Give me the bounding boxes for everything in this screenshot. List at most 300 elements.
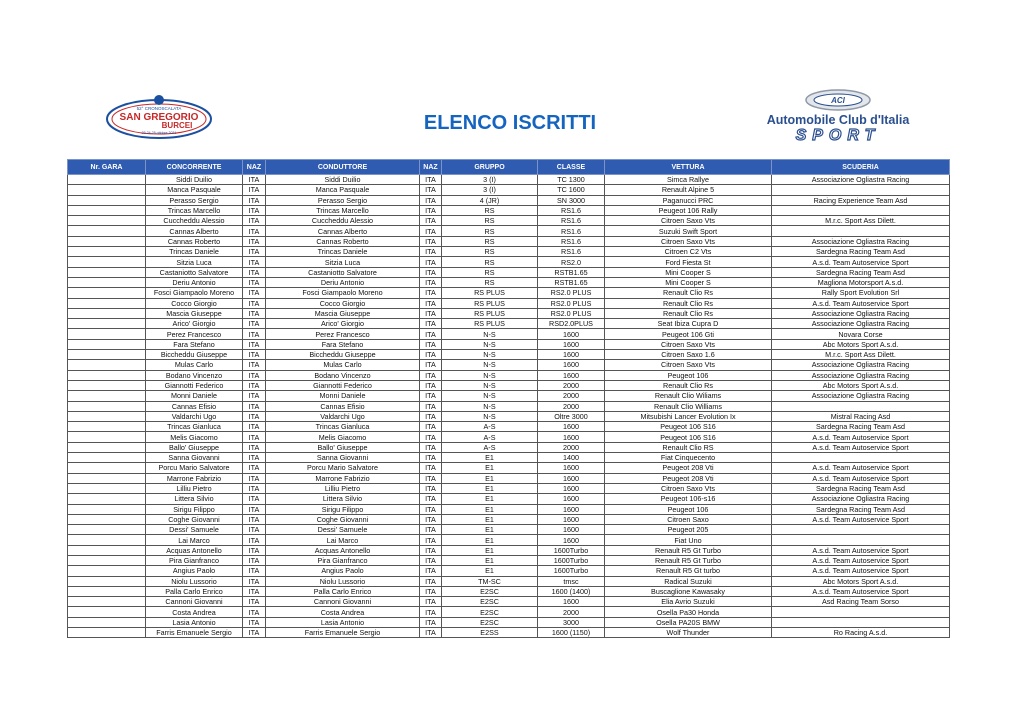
cell-naz-driver: ITA	[420, 422, 442, 432]
cell-naz-driver: ITA	[420, 401, 442, 411]
cell-classe: RS2.0 PLUS	[538, 308, 605, 318]
cell-naz-driver: ITA	[420, 607, 442, 617]
cell-naz: ITA	[243, 360, 266, 370]
cell-scuderia	[772, 617, 950, 627]
cell-conduttore: Cannas Roberto	[266, 236, 420, 246]
cell-naz: ITA	[243, 607, 266, 617]
cell-concorrente: Cannas Efisio	[146, 401, 243, 411]
cell-naz: ITA	[243, 504, 266, 514]
cell-naz: ITA	[243, 205, 266, 215]
cell-classe: RS1.6	[538, 247, 605, 257]
cell-naz-driver: ITA	[420, 175, 442, 185]
cell-concorrente: Manca Pasquale	[146, 185, 243, 195]
cell-gruppo: RS	[442, 236, 538, 246]
cell-vettura: Ford Fiesta St	[605, 257, 772, 267]
cell-nr-gara	[68, 422, 146, 432]
cell-nr-gara	[68, 555, 146, 565]
cell-vettura: Osella PA20S BMW	[605, 617, 772, 627]
table-row	[68, 453, 950, 463]
cell-conduttore: Palla Carlo Enrico	[266, 586, 420, 596]
cell-concorrente: Coghe Giovanni	[146, 514, 243, 524]
cell-naz: ITA	[243, 432, 266, 442]
cell-naz: ITA	[243, 226, 266, 236]
cell-scuderia: Associazione Ogliastra Racing	[772, 308, 950, 318]
cell-vettura: Citroen Saxo	[605, 514, 772, 524]
cell-vettura: Renault R5 Gt Turbo	[605, 545, 772, 555]
cell-scuderia: Associazione Ogliastra Racing	[772, 391, 950, 401]
col-header-conduttore: CONDUTTORE	[266, 160, 420, 175]
cell-conduttore: Melis Giacomo	[266, 432, 420, 442]
cell-naz: ITA	[243, 483, 266, 493]
cell-conduttore: Dessi' Samuele	[266, 525, 420, 535]
cell-scuderia	[772, 401, 950, 411]
cell-nr-gara	[68, 576, 146, 586]
cell-vettura: Renault Clio Rs	[605, 288, 772, 298]
cell-gruppo: RS	[442, 267, 538, 277]
table-row	[68, 617, 950, 627]
cell-naz: ITA	[243, 401, 266, 411]
cell-naz-driver: ITA	[420, 257, 442, 267]
cell-gruppo: E1	[442, 473, 538, 483]
cell-scuderia: Abc Motors Sport A.s.d.	[772, 380, 950, 390]
cell-naz-driver: ITA	[420, 329, 442, 339]
cell-gruppo: E1	[442, 514, 538, 524]
cell-naz-driver: ITA	[420, 576, 442, 586]
cell-naz: ITA	[243, 308, 266, 318]
cell-vettura: Mitsubishi Lancer Evolution Ix	[605, 411, 772, 421]
table-row	[68, 360, 950, 370]
cell-nr-gara	[68, 247, 146, 257]
cell-naz: ITA	[243, 586, 266, 596]
cell-nr-gara	[68, 453, 146, 463]
cell-scuderia	[772, 185, 950, 195]
cell-classe: 1600	[538, 535, 605, 545]
table-row	[68, 195, 950, 205]
cell-nr-gara	[68, 545, 146, 555]
cell-concorrente: Porcu Mario Salvatore	[146, 463, 243, 473]
cell-gruppo: E1	[442, 504, 538, 514]
cell-gruppo: E2SC	[442, 607, 538, 617]
cell-concorrente: Bodano Vincenzo	[146, 370, 243, 380]
cell-conduttore: Costa Andrea	[266, 607, 420, 617]
cell-classe: 1600 (1150)	[538, 628, 605, 638]
cell-naz-driver: ITA	[420, 236, 442, 246]
cell-classe: 2000	[538, 607, 605, 617]
cell-naz-driver: ITA	[420, 391, 442, 401]
cell-vettura: Renault Clio Williams	[605, 401, 772, 411]
table-row	[68, 267, 950, 277]
cell-naz-driver: ITA	[420, 247, 442, 257]
cell-naz-driver: ITA	[420, 514, 442, 524]
cell-scuderia: Sardegna Racing Team Asd	[772, 483, 950, 493]
aci-logo-line2: SPORT	[795, 127, 881, 142]
cell-scuderia	[772, 607, 950, 617]
cell-conduttore: Fosci Giampaolo Moreno	[266, 288, 420, 298]
cell-naz-driver: ITA	[420, 545, 442, 555]
cell-vettura: Peugeot 208 Vti	[605, 473, 772, 483]
cell-gruppo: RS	[442, 226, 538, 236]
cell-nr-gara	[68, 195, 146, 205]
cell-classe: 2000	[538, 391, 605, 401]
cell-naz-driver: ITA	[420, 277, 442, 287]
cell-vettura: Peugeot 106	[605, 504, 772, 514]
aci-badge-text: ACI	[831, 96, 845, 105]
table-row	[68, 329, 950, 339]
cell-gruppo: 3 (I)	[442, 185, 538, 195]
cell-nr-gara	[68, 391, 146, 401]
table-row	[68, 277, 950, 287]
cell-naz: ITA	[243, 319, 266, 329]
col-header-naz: NAZ	[243, 160, 266, 175]
cell-classe: 1600	[538, 350, 605, 360]
cell-classe: RSTB1.65	[538, 277, 605, 287]
cell-nr-gara	[68, 494, 146, 504]
aci-logo-line1: Automobile Club d'Italia	[766, 113, 910, 127]
cell-gruppo: 4 (JR)	[442, 195, 538, 205]
cell-nr-gara	[68, 525, 146, 535]
cell-gruppo: RS PLUS	[442, 298, 538, 308]
cell-vettura: Peugeot 106	[605, 370, 772, 380]
cell-naz: ITA	[243, 494, 266, 504]
cell-nr-gara	[68, 607, 146, 617]
cell-naz: ITA	[243, 453, 266, 463]
cell-nr-gara	[68, 442, 146, 452]
cell-gruppo: E1	[442, 483, 538, 493]
cell-scuderia: A.s.d. Team Autoservice Sport	[772, 257, 950, 267]
cell-naz: ITA	[243, 555, 266, 565]
cell-conduttore: Manca Pasquale	[266, 185, 420, 195]
cell-nr-gara	[68, 267, 146, 277]
cell-conduttore: Cannas Efisio	[266, 401, 420, 411]
cell-concorrente: Fosci Giampaolo Moreno	[146, 288, 243, 298]
cell-conduttore: Biccheddu Giuseppe	[266, 350, 420, 360]
cell-concorrente: Valdarchi Ugo	[146, 411, 243, 421]
cell-concorrente: Trincas Daniele	[146, 247, 243, 257]
cell-scuderia: Associazione Ogliastra Racing	[772, 360, 950, 370]
cell-classe: 1600	[538, 514, 605, 524]
table-row	[68, 525, 950, 535]
cell-concorrente: Mulas Carlo	[146, 360, 243, 370]
cell-classe: 1400	[538, 453, 605, 463]
cell-gruppo: RS	[442, 277, 538, 287]
table-row	[68, 442, 950, 452]
cell-classe: SN 3000	[538, 195, 605, 205]
cell-naz: ITA	[243, 216, 266, 226]
cell-classe: RS2.0 PLUS	[538, 288, 605, 298]
table-row	[68, 236, 950, 246]
cell-conduttore: Lasia Antonio	[266, 617, 420, 627]
cell-naz: ITA	[243, 257, 266, 267]
event-logo-line4: 23-24-25 ottobre 2021	[141, 131, 177, 135]
cell-naz: ITA	[243, 195, 266, 205]
cell-nr-gara	[68, 514, 146, 524]
cell-scuderia	[772, 535, 950, 545]
cell-naz: ITA	[243, 370, 266, 380]
cell-concorrente: Siddi Duilio	[146, 175, 243, 185]
table-row	[68, 628, 950, 638]
cell-naz-driver: ITA	[420, 226, 442, 236]
cell-concorrente: Arico' Giorgio	[146, 319, 243, 329]
cell-scuderia: A.s.d. Team Autoservice Sport	[772, 432, 950, 442]
cell-conduttore: Trincas Marcello	[266, 205, 420, 215]
table-row	[68, 370, 950, 380]
cell-nr-gara	[68, 463, 146, 473]
col-header-nr-gara: Nr. GARA	[68, 160, 146, 175]
cell-scuderia: Asd Racing Team Sorso	[772, 597, 950, 607]
cell-nr-gara	[68, 185, 146, 195]
table-row	[68, 226, 950, 236]
cell-nr-gara	[68, 597, 146, 607]
cell-gruppo: RS	[442, 257, 538, 267]
cell-scuderia: M.r.c. Sport Ass Dilett.	[772, 350, 950, 360]
cell-gruppo: E1	[442, 566, 538, 576]
cell-gruppo: N-S	[442, 329, 538, 339]
cell-gruppo: N-S	[442, 411, 538, 421]
cell-classe: RS1.6	[538, 205, 605, 215]
cell-concorrente: Cannas Alberto	[146, 226, 243, 236]
cell-naz-driver: ITA	[420, 205, 442, 215]
cell-gruppo: N-S	[442, 360, 538, 370]
cell-gruppo: E1	[442, 555, 538, 565]
cell-nr-gara	[68, 226, 146, 236]
cell-naz-driver: ITA	[420, 319, 442, 329]
cell-vettura: Renault R5 Gt Turbo	[605, 555, 772, 565]
cell-conduttore: Deriu Antonio	[266, 277, 420, 287]
cell-vettura: Radical Suzuki	[605, 576, 772, 586]
cell-gruppo: E2SC	[442, 597, 538, 607]
cell-conduttore: Fara Stefano	[266, 339, 420, 349]
cell-gruppo: RS	[442, 205, 538, 215]
cell-concorrente: Lilliu Pietro	[146, 483, 243, 493]
table-row	[68, 391, 950, 401]
cell-classe: 1600	[538, 360, 605, 370]
cell-naz-driver: ITA	[420, 288, 442, 298]
cell-vettura: Renault Clio Rs	[605, 380, 772, 390]
cell-naz-driver: ITA	[420, 525, 442, 535]
cell-conduttore: Mulas Carlo	[266, 360, 420, 370]
event-logo-line2: SAN GREGORIO	[119, 112, 199, 123]
cell-scuderia: A.s.d. Team Autoservice Sport	[772, 545, 950, 555]
cell-conduttore: Arico' Giorgio	[266, 319, 420, 329]
cell-concorrente: Sirigu Filippo	[146, 504, 243, 514]
cell-concorrente: Melis Giacomo	[146, 432, 243, 442]
cell-nr-gara	[68, 205, 146, 215]
cell-conduttore: Cuccheddu Alessio	[266, 216, 420, 226]
cell-gruppo: A-S	[442, 432, 538, 442]
cell-concorrente: Perez Francesco	[146, 329, 243, 339]
cell-vettura: Mini Cooper S	[605, 267, 772, 277]
cell-nr-gara	[68, 566, 146, 576]
cell-gruppo: RS PLUS	[442, 308, 538, 318]
col-header-scuderia: SCUDERIA	[772, 160, 950, 175]
cell-vettura: Renault Clio Rs	[605, 298, 772, 308]
cell-scuderia: A.s.d. Team Autoservice Sport	[772, 514, 950, 524]
cell-concorrente: Ballo' Giuseppe	[146, 442, 243, 452]
table-row	[68, 288, 950, 298]
cell-gruppo: E2SC	[442, 586, 538, 596]
cell-scuderia: Abc Motors Sport A.s.d.	[772, 339, 950, 349]
cell-conduttore: Perasso Sergio	[266, 195, 420, 205]
cell-classe: 2000	[538, 401, 605, 411]
cell-naz: ITA	[243, 267, 266, 277]
cell-naz-driver: ITA	[420, 597, 442, 607]
cell-vettura: Renault Clio Wiliams	[605, 391, 772, 401]
cell-vettura: Peugeot 106 Rally	[605, 205, 772, 215]
cell-nr-gara	[68, 535, 146, 545]
cell-concorrente: Giannotti Federico	[146, 380, 243, 390]
cell-naz: ITA	[243, 175, 266, 185]
table-row	[68, 555, 950, 565]
cell-concorrente: Cuccheddu Alessio	[146, 216, 243, 226]
cell-naz: ITA	[243, 617, 266, 627]
cell-conduttore: Trincas Gianluca	[266, 422, 420, 432]
table-row	[68, 216, 950, 226]
table-row	[68, 422, 950, 432]
cell-conduttore: Cannas Alberto	[266, 226, 420, 236]
cell-concorrente: Monni Daniele	[146, 391, 243, 401]
table-row	[68, 401, 950, 411]
cell-scuderia: Mistral Racing Asd	[772, 411, 950, 421]
table-row	[68, 411, 950, 421]
cell-naz-driver: ITA	[420, 185, 442, 195]
cell-concorrente: Marrone Fabrizio	[146, 473, 243, 483]
cell-conduttore: Monni Daniele	[266, 391, 420, 401]
cell-naz: ITA	[243, 391, 266, 401]
table-row	[68, 308, 950, 318]
cell-naz-driver: ITA	[420, 473, 442, 483]
cell-classe: 1600	[538, 504, 605, 514]
cell-scuderia: A.s.d. Team Autoservice Sport	[772, 555, 950, 565]
aci-sport-logo	[738, 88, 938, 142]
cell-nr-gara	[68, 617, 146, 627]
cell-classe: Oltre 3000	[538, 411, 605, 421]
cell-naz-driver: ITA	[420, 535, 442, 545]
table-row	[68, 576, 950, 586]
table-row	[68, 257, 950, 267]
cell-gruppo: RS	[442, 216, 538, 226]
cell-naz: ITA	[243, 545, 266, 555]
table-header-row	[68, 160, 950, 175]
cell-vettura: Renault Clio RS	[605, 442, 772, 452]
cell-concorrente: Lasia Antonio	[146, 617, 243, 627]
table-row	[68, 380, 950, 390]
cell-naz: ITA	[243, 411, 266, 421]
table-row	[68, 473, 950, 483]
cell-gruppo: E1	[442, 545, 538, 555]
cell-scuderia: Abc Motors Sport A.s.d.	[772, 576, 950, 586]
cell-gruppo: E1	[442, 463, 538, 473]
cell-gruppo: N-S	[442, 380, 538, 390]
cell-classe: 1600	[538, 329, 605, 339]
cell-conduttore: Porcu Mario Salvatore	[266, 463, 420, 473]
cell-conduttore: Sanna Giovanni	[266, 453, 420, 463]
cell-vettura: Osella Pa30 Honda	[605, 607, 772, 617]
cell-conduttore: Trincas Daniele	[266, 247, 420, 257]
cell-naz-driver: ITA	[420, 453, 442, 463]
cell-concorrente: Costa Andrea	[146, 607, 243, 617]
cell-scuderia: M.r.c. Sport Ass Dilett.	[772, 216, 950, 226]
cell-gruppo: E1	[442, 535, 538, 545]
cell-concorrente: Castaniotto Salvatore	[146, 267, 243, 277]
cell-scuderia: A.s.d. Team Autoservice Sport	[772, 586, 950, 596]
cell-vettura: Mini Cooper S	[605, 277, 772, 287]
event-logo	[103, 93, 215, 141]
cell-vettura: Citroen Saxo Vts	[605, 216, 772, 226]
cell-vettura: Citroen Saxo Vts	[605, 483, 772, 493]
cell-conduttore: Coghe Giovanni	[266, 514, 420, 524]
table-row	[68, 298, 950, 308]
table-row	[68, 494, 950, 504]
cell-naz-driver: ITA	[420, 566, 442, 576]
cell-classe: 1600Turbo	[538, 555, 605, 565]
cell-vettura: Peugeot 106 Gti	[605, 329, 772, 339]
cell-concorrente: Cannas Roberto	[146, 236, 243, 246]
cell-concorrente: Cannoni Giovanni	[146, 597, 243, 607]
cell-vettura: Fiat Cinquecento	[605, 453, 772, 463]
cell-gruppo: RS PLUS	[442, 288, 538, 298]
cell-vettura: Wolf Thunder	[605, 628, 772, 638]
cell-vettura: Renault Alpine 5	[605, 185, 772, 195]
cell-vettura: Peugeot 106 S16	[605, 422, 772, 432]
cell-nr-gara	[68, 411, 146, 421]
cell-naz: ITA	[243, 380, 266, 390]
cell-conduttore: Sitzia Luca	[266, 257, 420, 267]
cell-concorrente: Sitzia Luca	[146, 257, 243, 267]
cell-conduttore: Cocco Giorgio	[266, 298, 420, 308]
cell-classe: 1600	[538, 432, 605, 442]
cell-naz-driver: ITA	[420, 617, 442, 627]
cell-naz: ITA	[243, 329, 266, 339]
cell-scuderia: Racing Experience Team Asd	[772, 195, 950, 205]
cell-vettura: Renault Clio Rs	[605, 308, 772, 318]
entry-list-table	[67, 159, 950, 638]
cell-naz: ITA	[243, 597, 266, 607]
cell-naz-driver: ITA	[420, 442, 442, 452]
cell-concorrente: Cocco Giorgio	[146, 298, 243, 308]
table-row	[68, 597, 950, 607]
table-row	[68, 205, 950, 215]
cell-concorrente: Farris Emanuele Sergio	[146, 628, 243, 638]
cell-nr-gara	[68, 504, 146, 514]
cell-conduttore: Littera Silvio	[266, 494, 420, 504]
table-row	[68, 350, 950, 360]
cell-scuderia	[772, 525, 950, 535]
cell-concorrente: Angius Paolo	[146, 566, 243, 576]
cell-concorrente: Trincas Marcello	[146, 205, 243, 215]
cell-naz: ITA	[243, 350, 266, 360]
cell-scuderia: Sardegna Racing Team Asd	[772, 247, 950, 257]
cell-naz: ITA	[243, 628, 266, 638]
cell-vettura: Citroen Saxo 1.6	[605, 350, 772, 360]
cell-gruppo: A-S	[442, 422, 538, 432]
table-row	[68, 185, 950, 195]
cell-classe: 1600Turbo	[538, 545, 605, 555]
cell-classe: TC 1600	[538, 185, 605, 195]
cell-vettura: Peugeot 208 Vti	[605, 463, 772, 473]
cell-nr-gara	[68, 175, 146, 185]
cell-classe: 1600	[538, 370, 605, 380]
cell-classe: RS1.6	[538, 226, 605, 236]
cell-naz-driver: ITA	[420, 350, 442, 360]
cell-gruppo: N-S	[442, 370, 538, 380]
cell-scuderia: A.s.d. Team Autoservice Sport	[772, 473, 950, 483]
cell-concorrente: Deriu Antonio	[146, 277, 243, 287]
table-row	[68, 514, 950, 524]
cell-naz-driver: ITA	[420, 380, 442, 390]
cell-scuderia: Associazione Ogliastra Racing	[772, 319, 950, 329]
cell-classe: 1600 (1400)	[538, 586, 605, 596]
cell-vettura: Peugeot 205	[605, 525, 772, 535]
